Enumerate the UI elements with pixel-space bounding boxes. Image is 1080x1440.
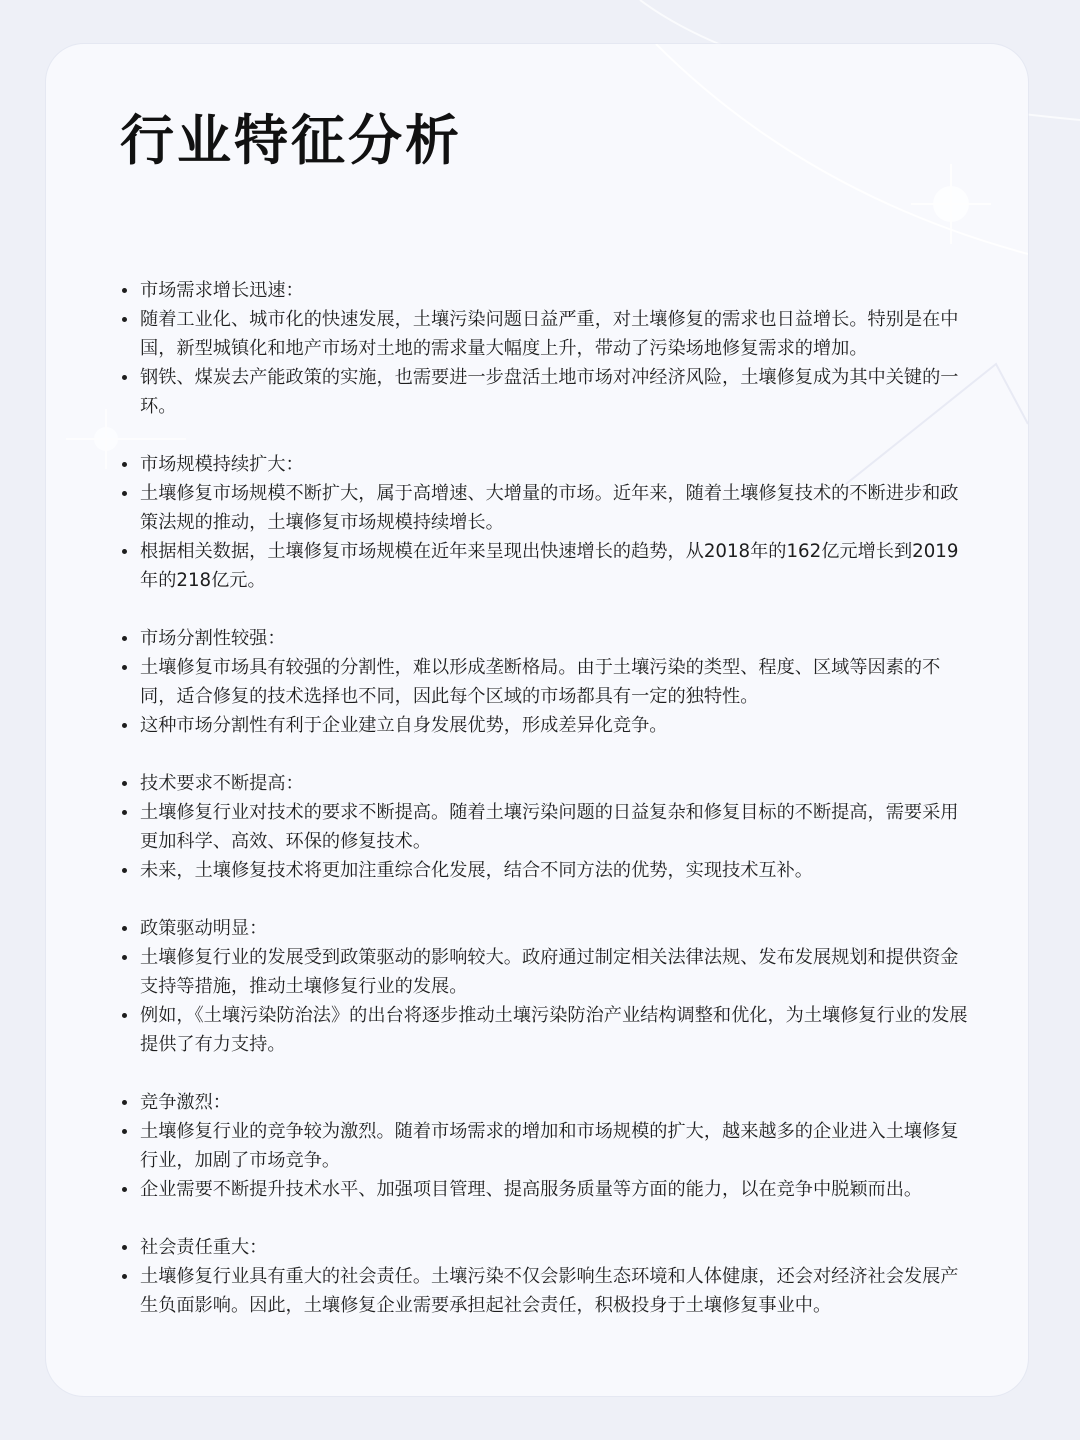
section-policy [122, 914, 974, 1059]
list-item: 例如，《土壤污染防治法》的出台将逐步推动土壤污染防治产业结构调整和优化，为土壤修复行业的发展提供了有力支持。 [122, 1001, 974, 1059]
list-item: 土壤修复市场具有较强的分割性，难以形成垄断格局。由于土壤污染的类型、程度、区域等因素的不同，适合修复的技术选择也不同，因此每个区域的市场都具有一定的独特性。 [122, 653, 974, 711]
section-heading: 社会责任重大： [122, 1233, 974, 1262]
section-heading: 市场需求增长迅速： [122, 276, 974, 305]
list-item: 土壤修复行业具有重大的社会责任。土壤污染不仅会影响生态环境和人体健康，还会对经济社会发展产生负面影响。因此，土壤修复企业需要承担起社会责任，积极投身于土壤修复事业中。 [122, 1262, 974, 1320]
section-social-responsibility [122, 1233, 974, 1320]
section-technology [122, 769, 974, 885]
list-item: 随着工业化、城市化的快速发展，土壤污染问题日益严重，对土壤修复的需求也日益增长。特别是在中国，新型城镇化和地产市场对土地的需求量大幅度上升，带动了污染场地修复需求的增加。 [122, 305, 974, 363]
content-card [46, 44, 1028, 1396]
section-list [122, 276, 974, 1349]
section-heading: 技术要求不断提高： [122, 769, 974, 798]
list-item: 土壤修复行业对技术的要求不断提高。随着土壤污染问题的日益复杂和修复目标的不断提高，需要采用更加科学、高效、环保的修复技术。 [122, 798, 974, 856]
section-heading: 市场规模持续扩大： [122, 450, 974, 479]
list-item: 企业需要不断提升技术水平、加强项目管理、提高服务质量等方面的能力，以在竞争中脱颖而出。 [122, 1175, 974, 1204]
section-market-segmentation [122, 624, 974, 740]
section-heading: 政策驱动明显： [122, 914, 974, 943]
list-item: 这种市场分割性有利于企业建立自身发展优势，形成差异化竞争。 [122, 711, 974, 740]
list-item: 钢铁、煤炭去产能政策的实施，也需要进一步盘活土地市场对冲经济风险，土壤修复成为其中关键的一环。 [122, 363, 974, 421]
section-heading: 市场分割性较强： [122, 624, 974, 653]
list-item: 土壤修复行业的竞争较为激烈。随着市场需求的增加和市场规模的扩大，越来越多的企业进入土壤修复行业，加剧了市场竞争。 [122, 1117, 974, 1175]
list-item: 土壤修复市场规模不断扩大，属于高增速、大增量的市场。近年来，随着土壤修复技术的不断进步和政策法规的推动，土壤修复市场规模持续增长。 [122, 479, 974, 537]
section-competition [122, 1088, 974, 1204]
section-market-scale [122, 450, 974, 595]
list-item: 未来，土壤修复技术将更加注重综合化发展，结合不同方法的优势，实现技术互补。 [122, 856, 974, 885]
list-item: 土壤修复行业的发展受到政策驱动的影响较大。政府通过制定相关法律法规、发布发展规划和提供资金支持等措施，推动土壤修复行业的发展。 [122, 943, 974, 1001]
list-item: 根据相关数据，土壤修复市场规模在近年来呈现出快速增长的趋势，从2018年的162亿元增长到2019年的218亿元。 [122, 537, 974, 595]
section-heading: 竞争激烈： [122, 1088, 974, 1117]
section-market-demand [122, 276, 974, 421]
page-title: 行业特征分析 [120, 109, 462, 172]
